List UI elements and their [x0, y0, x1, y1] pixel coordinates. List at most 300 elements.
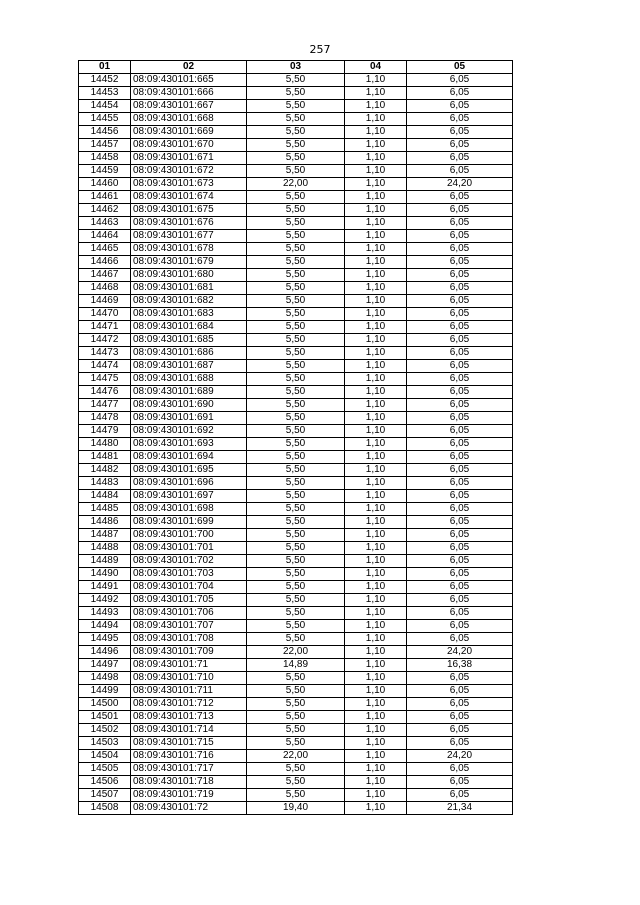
table-row: [79, 711, 513, 724]
row-number-cell: 14481: [79, 451, 131, 464]
cadastral-number-cell: 08:09:430101:690: [131, 399, 247, 412]
row-number-cell: 14476: [79, 386, 131, 399]
cadastral-number-cell: 08:09:430101:707: [131, 620, 247, 633]
table-row: [79, 633, 513, 646]
row-number-cell: 14508: [79, 802, 131, 815]
value-03-cell: 5,50: [247, 633, 345, 646]
value-05-cell: 6,05: [407, 399, 513, 412]
row-number-cell: 14477: [79, 399, 131, 412]
value-05-cell: 6,05: [407, 139, 513, 152]
value-03-cell: 5,50: [247, 256, 345, 269]
row-number-cell: 14474: [79, 360, 131, 373]
value-04-cell: 1,10: [345, 178, 407, 191]
table-row: [79, 763, 513, 776]
value-03-cell: 5,50: [247, 594, 345, 607]
cadastral-number-cell: 08:09:430101:716: [131, 750, 247, 763]
table-row: [79, 308, 513, 321]
value-03-cell: 5,50: [247, 711, 345, 724]
table-row: [79, 698, 513, 711]
value-04-cell: 1,10: [345, 737, 407, 750]
value-04-cell: 1,10: [345, 646, 407, 659]
cadastral-number-cell: 08:09:430101:696: [131, 477, 247, 490]
value-05-cell: 6,05: [407, 165, 513, 178]
value-05-cell: 6,05: [407, 542, 513, 555]
cadastral-number-cell: 08:09:430101:701: [131, 542, 247, 555]
value-03-cell: 5,50: [247, 399, 345, 412]
value-04-cell: 1,10: [345, 698, 407, 711]
cadastral-number-cell: 08:09:430101:669: [131, 126, 247, 139]
row-number-cell: 14487: [79, 529, 131, 542]
cadastral-number-cell: 08:09:430101:704: [131, 581, 247, 594]
column-header-05: 05: [407, 61, 513, 74]
value-05-cell: 24,20: [407, 750, 513, 763]
cadastral-number-cell: 08:09:430101:678: [131, 243, 247, 256]
row-number-cell: 14483: [79, 477, 131, 490]
row-number-cell: 14507: [79, 789, 131, 802]
page-number: 257: [309, 43, 331, 56]
cadastral-number-cell: 08:09:430101:677: [131, 230, 247, 243]
cadastral-number-cell: 08:09:430101:682: [131, 295, 247, 308]
value-03-cell: 5,50: [247, 360, 345, 373]
header-row: [79, 61, 513, 74]
value-03-cell: 5,50: [247, 698, 345, 711]
value-04-cell: 1,10: [345, 516, 407, 529]
row-number-cell: 14471: [79, 321, 131, 334]
value-05-cell: 6,05: [407, 425, 513, 438]
cadastral-number-cell: 08:09:430101:698: [131, 503, 247, 516]
value-04-cell: 1,10: [345, 360, 407, 373]
table-row: [79, 204, 513, 217]
table-row: [79, 516, 513, 529]
value-04-cell: 1,10: [345, 594, 407, 607]
column-header-03: 03: [247, 61, 345, 74]
row-number-cell: 14473: [79, 347, 131, 360]
cadastral-number-cell: 08:09:430101:717: [131, 763, 247, 776]
value-03-cell: 5,50: [247, 191, 345, 204]
value-04-cell: 1,10: [345, 724, 407, 737]
value-05-cell: 6,05: [407, 269, 513, 282]
table-row: [79, 490, 513, 503]
row-number-cell: 14485: [79, 503, 131, 516]
row-number-cell: 14456: [79, 126, 131, 139]
value-04-cell: 1,10: [345, 451, 407, 464]
table-row: [79, 789, 513, 802]
row-number-cell: 14459: [79, 165, 131, 178]
value-04-cell: 1,10: [345, 321, 407, 334]
value-04-cell: 1,10: [345, 87, 407, 100]
cadastral-number-cell: 08:09:430101:709: [131, 646, 247, 659]
value-05-cell: 6,05: [407, 87, 513, 100]
table-row: [79, 659, 513, 672]
table-row: [79, 399, 513, 412]
value-05-cell: 6,05: [407, 789, 513, 802]
value-03-cell: 5,50: [247, 737, 345, 750]
value-04-cell: 1,10: [345, 672, 407, 685]
value-04-cell: 1,10: [345, 464, 407, 477]
cadastral-number-cell: 08:09:430101:711: [131, 685, 247, 698]
table-row: [79, 451, 513, 464]
value-05-cell: 6,05: [407, 230, 513, 243]
value-03-cell: 5,50: [247, 230, 345, 243]
value-05-cell: 24,20: [407, 178, 513, 191]
value-04-cell: 1,10: [345, 191, 407, 204]
value-04-cell: 1,10: [345, 399, 407, 412]
cadastral-number-cell: 08:09:430101:684: [131, 321, 247, 334]
value-03-cell: 5,50: [247, 165, 345, 178]
table-row: [79, 217, 513, 230]
value-05-cell: 6,05: [407, 126, 513, 139]
row-number-cell: 14489: [79, 555, 131, 568]
value-04-cell: 1,10: [345, 74, 407, 87]
value-05-cell: 6,05: [407, 152, 513, 165]
cadastral-number-cell: 08:09:430101:713: [131, 711, 247, 724]
row-number-cell: 14499: [79, 685, 131, 698]
cadastral-number-cell: 08:09:430101:71: [131, 659, 247, 672]
value-03-cell: 5,50: [247, 607, 345, 620]
table-row: [79, 269, 513, 282]
cadastral-number-cell: 08:09:430101:680: [131, 269, 247, 282]
row-number-cell: 14460: [79, 178, 131, 191]
table-row: [79, 464, 513, 477]
row-number-cell: 14463: [79, 217, 131, 230]
cadastral-number-cell: 08:09:430101:708: [131, 633, 247, 646]
value-05-cell: 6,05: [407, 529, 513, 542]
value-04-cell: 1,10: [345, 607, 407, 620]
value-04-cell: 1,10: [345, 256, 407, 269]
value-03-cell: 5,50: [247, 373, 345, 386]
table-row: [79, 477, 513, 490]
row-number-cell: 14454: [79, 100, 131, 113]
cadastral-number-cell: 08:09:430101:718: [131, 776, 247, 789]
value-05-cell: 6,05: [407, 464, 513, 477]
cadastral-number-cell: 08:09:430101:689: [131, 386, 247, 399]
table-row: [79, 347, 513, 360]
value-03-cell: 5,50: [247, 282, 345, 295]
table-row: [79, 594, 513, 607]
table-row: [79, 126, 513, 139]
table-row: [79, 152, 513, 165]
row-number-cell: 14488: [79, 542, 131, 555]
table-row: [79, 386, 513, 399]
cadastral-number-cell: 08:09:430101:681: [131, 282, 247, 295]
value-05-cell: 6,05: [407, 607, 513, 620]
value-04-cell: 1,10: [345, 529, 407, 542]
cadastral-number-cell: 08:09:430101:700: [131, 529, 247, 542]
value-04-cell: 1,10: [345, 802, 407, 815]
value-05-cell: 6,05: [407, 581, 513, 594]
value-04-cell: 1,10: [345, 282, 407, 295]
value-04-cell: 1,10: [345, 581, 407, 594]
value-04-cell: 1,10: [345, 477, 407, 490]
cadastral-number-cell: 08:09:430101:693: [131, 438, 247, 451]
value-05-cell: 6,05: [407, 776, 513, 789]
value-05-cell: 6,05: [407, 724, 513, 737]
row-number-cell: 14505: [79, 763, 131, 776]
row-number-cell: 14453: [79, 87, 131, 100]
cadastral-number-cell: 08:09:430101:666: [131, 87, 247, 100]
cadastral-number-cell: 08:09:430101:683: [131, 308, 247, 321]
value-05-cell: 6,05: [407, 256, 513, 269]
value-05-cell: 6,05: [407, 490, 513, 503]
value-05-cell: 6,05: [407, 685, 513, 698]
cadastral-number-cell: 08:09:430101:676: [131, 217, 247, 230]
column-header-01: 01: [79, 61, 131, 74]
value-03-cell: 19,40: [247, 802, 345, 815]
value-05-cell: 6,05: [407, 477, 513, 490]
value-05-cell: 6,05: [407, 711, 513, 724]
table-row: [79, 568, 513, 581]
value-04-cell: 1,10: [345, 425, 407, 438]
value-03-cell: 5,50: [247, 243, 345, 256]
cadastral-number-cell: 08:09:430101:710: [131, 672, 247, 685]
value-03-cell: 5,50: [247, 100, 345, 113]
row-number-cell: 14467: [79, 269, 131, 282]
table-row: [79, 334, 513, 347]
table-row: [79, 750, 513, 763]
cadastral-number-cell: 08:09:430101:667: [131, 100, 247, 113]
value-03-cell: 5,50: [247, 581, 345, 594]
table-row: [79, 113, 513, 126]
table-row: [79, 607, 513, 620]
value-05-cell: 6,05: [407, 412, 513, 425]
cadastral-number-cell: 08:09:430101:712: [131, 698, 247, 711]
table-row: [79, 646, 513, 659]
row-number-cell: 14497: [79, 659, 131, 672]
value-03-cell: 5,50: [247, 555, 345, 568]
value-05-cell: 6,05: [407, 451, 513, 464]
table-row: [79, 321, 513, 334]
row-number-cell: 14480: [79, 438, 131, 451]
table-row: [79, 360, 513, 373]
value-04-cell: 1,10: [345, 217, 407, 230]
row-number-cell: 14470: [79, 308, 131, 321]
value-03-cell: 5,50: [247, 542, 345, 555]
value-05-cell: 6,05: [407, 737, 513, 750]
row-number-cell: 14452: [79, 74, 131, 87]
value-05-cell: 6,05: [407, 217, 513, 230]
table-row: [79, 412, 513, 425]
value-03-cell: 5,50: [247, 464, 345, 477]
row-number-cell: 14458: [79, 152, 131, 165]
table-row: [79, 178, 513, 191]
table-row: [79, 425, 513, 438]
value-05-cell: 6,05: [407, 373, 513, 386]
table-row: [79, 503, 513, 516]
cadastral-number-cell: 08:09:430101:673: [131, 178, 247, 191]
cadastral-number-cell: 08:09:430101:703: [131, 568, 247, 581]
cadastral-number-cell: 08:09:430101:686: [131, 347, 247, 360]
value-03-cell: 14,89: [247, 659, 345, 672]
value-04-cell: 1,10: [345, 243, 407, 256]
table-row: [79, 243, 513, 256]
table-row: [79, 191, 513, 204]
cadastral-number-cell: 08:09:430101:671: [131, 152, 247, 165]
value-05-cell: 6,05: [407, 503, 513, 516]
row-number-cell: 14482: [79, 464, 131, 477]
row-number-cell: 14455: [79, 113, 131, 126]
value-03-cell: 5,50: [247, 217, 345, 230]
row-number-cell: 14457: [79, 139, 131, 152]
cadastral-number-cell: 08:09:430101:670: [131, 139, 247, 152]
table-body: [79, 74, 513, 815]
row-number-cell: 14494: [79, 620, 131, 633]
value-05-cell: 6,05: [407, 594, 513, 607]
value-05-cell: 6,05: [407, 698, 513, 711]
table-row: [79, 776, 513, 789]
value-05-cell: 6,05: [407, 308, 513, 321]
value-03-cell: 5,50: [247, 568, 345, 581]
cadastral-number-cell: 08:09:430101:679: [131, 256, 247, 269]
value-05-cell: 6,05: [407, 191, 513, 204]
table-row: [79, 87, 513, 100]
value-03-cell: 5,50: [247, 516, 345, 529]
value-03-cell: 5,50: [247, 386, 345, 399]
value-03-cell: 5,50: [247, 412, 345, 425]
table-row: [79, 438, 513, 451]
value-03-cell: 5,50: [247, 503, 345, 516]
table-row: [79, 672, 513, 685]
cadastral-number-cell: 08:09:430101:719: [131, 789, 247, 802]
cadastral-number-cell: 08:09:430101:702: [131, 555, 247, 568]
value-05-cell: 6,05: [407, 321, 513, 334]
value-03-cell: 5,50: [247, 451, 345, 464]
table-row: [79, 555, 513, 568]
cadastral-number-cell: 08:09:430101:695: [131, 464, 247, 477]
value-04-cell: 1,10: [345, 139, 407, 152]
value-04-cell: 1,10: [345, 373, 407, 386]
row-number-cell: 14491: [79, 581, 131, 594]
value-04-cell: 1,10: [345, 568, 407, 581]
row-number-cell: 14506: [79, 776, 131, 789]
value-03-cell: 5,50: [247, 685, 345, 698]
cadastral-number-cell: 08:09:430101:699: [131, 516, 247, 529]
row-number-cell: 14501: [79, 711, 131, 724]
table-row: [79, 139, 513, 152]
value-04-cell: 1,10: [345, 659, 407, 672]
row-number-cell: 14502: [79, 724, 131, 737]
value-04-cell: 1,10: [345, 308, 407, 321]
value-05-cell: 6,05: [407, 386, 513, 399]
cadastral-number-cell: 08:09:430101:715: [131, 737, 247, 750]
table-row: [79, 74, 513, 87]
table-row: [79, 295, 513, 308]
data-table: [78, 60, 513, 815]
value-05-cell: 6,05: [407, 516, 513, 529]
cadastral-number-cell: 08:09:430101:665: [131, 74, 247, 87]
value-04-cell: 1,10: [345, 503, 407, 516]
table-row: [79, 802, 513, 815]
table-row: [79, 724, 513, 737]
cadastral-number-cell: 08:09:430101:688: [131, 373, 247, 386]
value-03-cell: 5,50: [247, 763, 345, 776]
cadastral-number-cell: 08:09:430101:72: [131, 802, 247, 815]
table-row: [79, 373, 513, 386]
table-row: [79, 542, 513, 555]
value-04-cell: 1,10: [345, 230, 407, 243]
value-05-cell: 6,05: [407, 74, 513, 87]
cadastral-number-cell: 08:09:430101:687: [131, 360, 247, 373]
value-03-cell: 5,50: [247, 672, 345, 685]
value-03-cell: 5,50: [247, 295, 345, 308]
row-number-cell: 14462: [79, 204, 131, 217]
value-05-cell: 6,05: [407, 672, 513, 685]
value-04-cell: 1,10: [345, 490, 407, 503]
value-03-cell: 5,50: [247, 74, 345, 87]
value-03-cell: 5,50: [247, 126, 345, 139]
row-number-cell: 14468: [79, 282, 131, 295]
value-03-cell: 5,50: [247, 269, 345, 282]
value-04-cell: 1,10: [345, 633, 407, 646]
row-number-cell: 14472: [79, 334, 131, 347]
value-05-cell: 6,05: [407, 568, 513, 581]
value-03-cell: 5,50: [247, 308, 345, 321]
value-03-cell: 5,50: [247, 334, 345, 347]
value-03-cell: 22,00: [247, 178, 345, 191]
row-number-cell: 14496: [79, 646, 131, 659]
value-03-cell: 5,50: [247, 529, 345, 542]
row-number-cell: 14495: [79, 633, 131, 646]
table-row: [79, 230, 513, 243]
value-05-cell: 6,05: [407, 763, 513, 776]
cadastral-number-cell: 08:09:430101:685: [131, 334, 247, 347]
value-04-cell: 1,10: [345, 763, 407, 776]
row-number-cell: 14486: [79, 516, 131, 529]
value-03-cell: 5,50: [247, 204, 345, 217]
value-05-cell: 21,34: [407, 802, 513, 815]
value-05-cell: 6,05: [407, 438, 513, 451]
value-04-cell: 1,10: [345, 113, 407, 126]
value-05-cell: 6,05: [407, 113, 513, 126]
value-04-cell: 1,10: [345, 165, 407, 178]
value-03-cell: 5,50: [247, 477, 345, 490]
table-row: [79, 737, 513, 750]
value-04-cell: 1,10: [345, 776, 407, 789]
value-03-cell: 5,50: [247, 152, 345, 165]
row-number-cell: 14504: [79, 750, 131, 763]
cadastral-number-cell: 08:09:430101:705: [131, 594, 247, 607]
value-03-cell: 5,50: [247, 724, 345, 737]
value-04-cell: 1,10: [345, 204, 407, 217]
table-header: [79, 61, 513, 74]
cadastral-number-cell: 08:09:430101:694: [131, 451, 247, 464]
value-05-cell: 6,05: [407, 243, 513, 256]
value-03-cell: 5,50: [247, 789, 345, 802]
value-04-cell: 1,10: [345, 789, 407, 802]
value-03-cell: 5,50: [247, 347, 345, 360]
cadastral-number-cell: 08:09:430101:672: [131, 165, 247, 178]
value-04-cell: 1,10: [345, 542, 407, 555]
row-number-cell: 14466: [79, 256, 131, 269]
table-row: [79, 620, 513, 633]
value-05-cell: 6,05: [407, 100, 513, 113]
value-04-cell: 1,10: [345, 295, 407, 308]
value-05-cell: 6,05: [407, 347, 513, 360]
row-number-cell: 14500: [79, 698, 131, 711]
row-number-cell: 14469: [79, 295, 131, 308]
row-number-cell: 14493: [79, 607, 131, 620]
value-05-cell: 24,20: [407, 646, 513, 659]
cadastral-number-cell: 08:09:430101:692: [131, 425, 247, 438]
cadastral-number-cell: 08:09:430101:706: [131, 607, 247, 620]
row-number-cell: 14465: [79, 243, 131, 256]
value-05-cell: 6,05: [407, 620, 513, 633]
value-04-cell: 1,10: [345, 386, 407, 399]
value-05-cell: 16,38: [407, 659, 513, 672]
value-03-cell: 5,50: [247, 321, 345, 334]
row-number-cell: 14490: [79, 568, 131, 581]
value-03-cell: 5,50: [247, 139, 345, 152]
value-05-cell: 6,05: [407, 204, 513, 217]
